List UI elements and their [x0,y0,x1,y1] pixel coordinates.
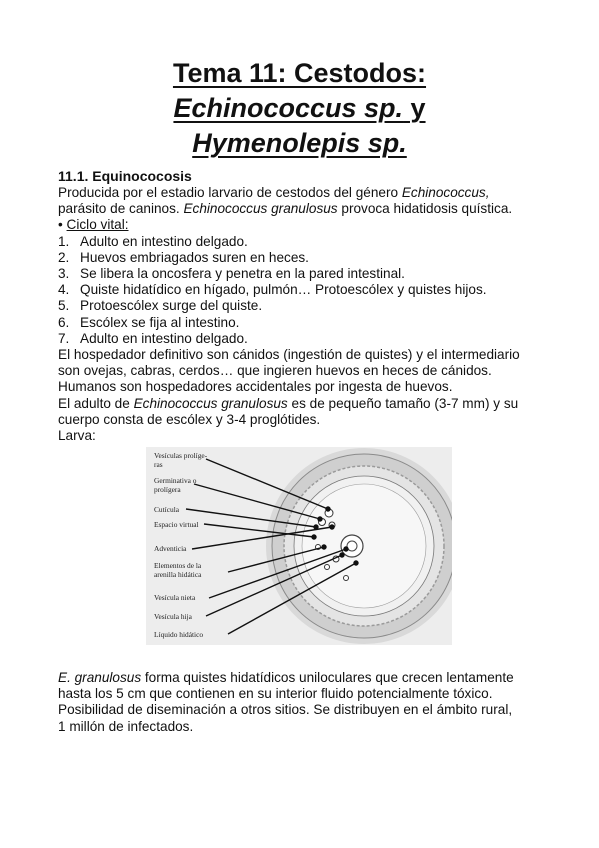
larva-label: Larva: [58,428,96,444]
intro-species: Echinococcus granulosus [183,201,338,217]
title-genus-echinococcus: Echinococcus sp. [173,93,404,123]
figure-label: Adventicia [154,544,187,553]
title-conjunction: y [403,93,426,123]
leader-dot [326,507,330,511]
para1-line-3: Humanos son hospedadores accidentales por ingesta de huevos. [58,379,453,395]
figure-label: Cutícula [154,505,180,514]
closing-line-4: 1 millón de infectados. [58,718,194,734]
para-text: El adulto de [58,395,134,411]
hydatid-cyst-figure [146,447,452,645]
intro-text: Producida por el estadio larvario de cestodos del género [58,185,402,200]
bullet-icon: • [58,217,63,233]
list-item [58,298,558,314]
brood-capsule [325,565,330,570]
list-number: 7. [58,330,70,346]
list-text: Escólex se fija al intestino. [80,314,240,330]
leader-dot [322,545,326,549]
life-cycle-list [58,234,558,347]
figure-label: Elementos de la [154,561,202,570]
leader-dot [330,525,334,529]
list-number: 6. [58,314,70,330]
title-line-3: Hymenolepis sp. [192,128,407,158]
leader-dot [314,525,318,529]
para2-line-1 [58,396,558,412]
intro-line-2 [58,201,558,217]
leader-dot [354,561,358,565]
figure-label: ras [154,460,163,469]
figure-label: Espacio virtual [154,520,199,529]
list-number: 4. [58,282,70,298]
list-number: 2. [58,249,70,265]
leader-dot [312,535,316,539]
closing-text: forma quistes hidatídicos uniloculares que crecen lentamente [141,670,514,685]
list-item [58,250,558,266]
leader-dot [318,517,322,521]
page-title [0,56,599,161]
title-line-1: Tema 11: Cestodos: [172,58,427,88]
closing-line-1 [58,670,558,686]
list-item [58,234,558,250]
figure-label: Vesículas prolíge- [154,451,208,460]
cycle-label: Ciclo vital: [66,217,129,233]
section-heading: 11.1. Equinococosis [58,168,192,184]
closing-paragraph [58,670,558,735]
closing-line-2: hasta los 5 cm que contienen en su interior fluido potencialmente tóxico. [58,686,493,702]
list-text: Adulto en intestino delgado. [80,233,248,249]
para1-line-2: son ovejas, cabras, cerdos… que ingieren huevos en heces de cánidos. [58,363,492,379]
para1-line-1: El hospedador definitivo son cánidos (ingestión de quistes) y el intermediario [58,347,520,363]
section-body [58,168,558,444]
intro-text: provoca hidatidosis quística. [337,201,513,217]
para2-line-2: cuerpo consta de escólex y 3-4 proglótides. [58,411,321,427]
list-text: Huevos embriagados suren en heces. [80,249,309,265]
figure-label: Líquido hidático [154,630,204,639]
figure-label: Vesícula hija [154,612,192,621]
figure-label: Germinativa o [154,476,197,485]
figure-label: prolígera [154,485,181,494]
para-text: es de pequeño tamaño (3-7 mm) y su [287,395,519,411]
cycle-heading [58,217,558,233]
list-item [58,331,558,347]
list-text: Protoescólex surge del quiste. [80,298,263,314]
list-item [58,315,558,331]
list-number: 1. [58,233,70,249]
closing-species: E. granulosus [58,670,142,685]
leader-dot [344,547,348,551]
list-number: 3. [58,266,70,282]
figure-label: arenilla hidática [154,570,202,579]
brood-capsule [344,576,349,581]
intro-genus: Echinococcus, [401,185,490,200]
list-text: Se libera la oncosfera y penetra en la pared intestinal. [80,266,405,282]
para-species: Echinococcus granulosus [133,395,288,411]
list-text: Quiste hidatídico en hígado, pulmón… Protoescólex y quistes hijos. [80,282,487,298]
cyst-diagram [146,447,452,645]
list-item [58,266,558,282]
list-text: Adulto en intestino delgado. [80,330,248,346]
intro-text: parásito de caninos. [58,201,184,217]
list-item [58,282,558,298]
closing-line-3: Posibilidad de diseminación a otros sitios. Se distribuyen en el ámbito rural, [58,702,513,718]
intro-line-1 [58,185,558,201]
title-line-2 [0,91,599,126]
list-number: 5. [58,298,70,314]
figure-label: Vesícula nieta [154,593,196,602]
leader-dot [340,553,344,557]
